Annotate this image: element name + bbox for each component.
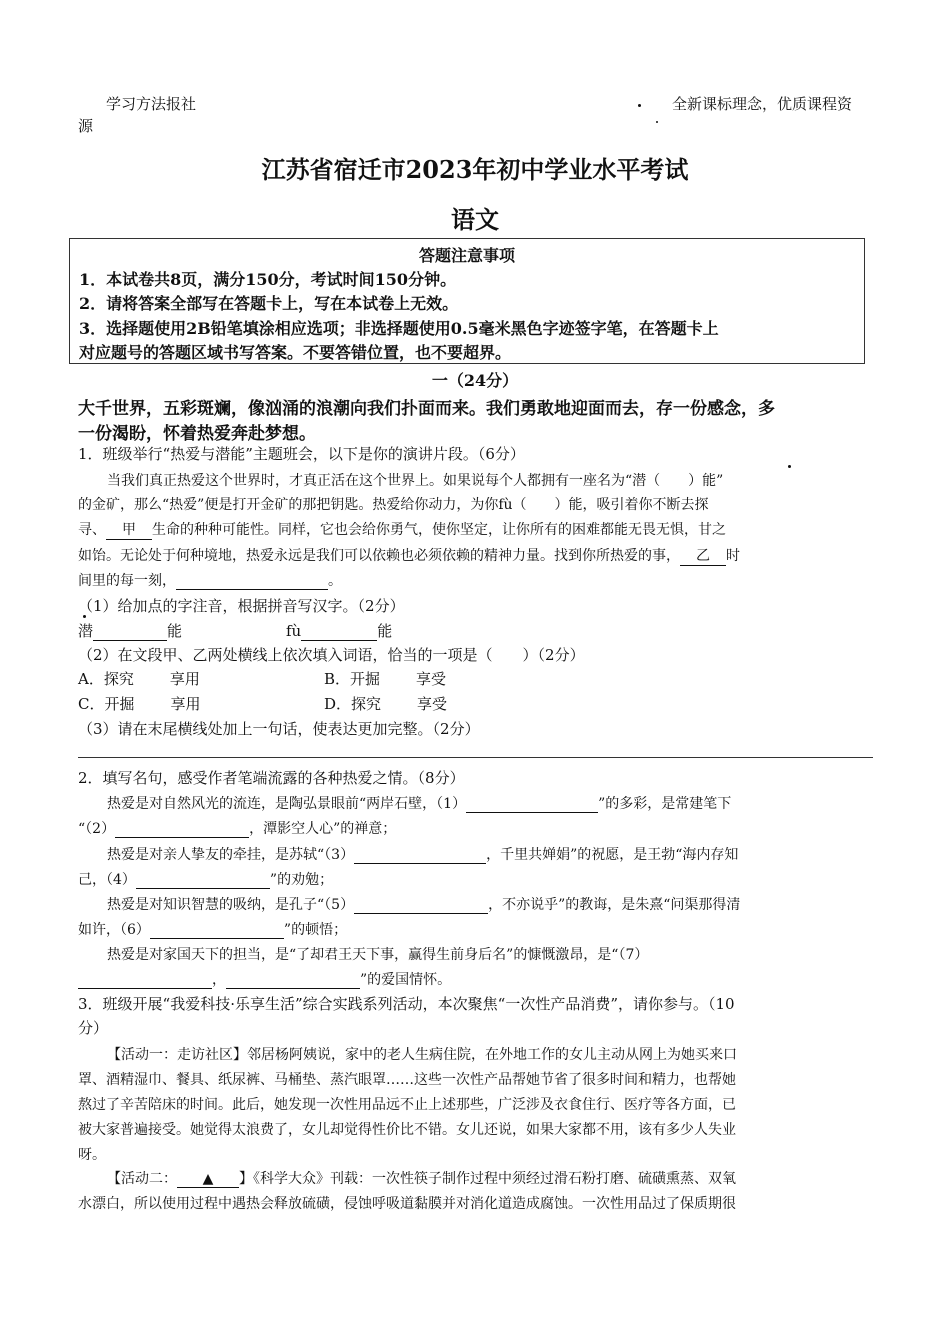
exam-title: 江苏省宿迁市2023年初中学业水平考试 (261, 155, 689, 184)
q1-para-line5-text: 间里的每一刻， (78, 573, 176, 589)
q2-line7: 热爱是对家国天下的担当，是“了却君王天下事，赢得生前身后名”的慷慨激昂，是“（7） (107, 947, 649, 963)
q2-line6-b: ”的顿悟； (283, 922, 348, 938)
q3-act2-line2: 水漂白，所以使用过程中遇热会释放硫磺，侵蚀呼吸道黏膜并对消化道造成腐蚀。一次性用品过了保质期很 (78, 1196, 736, 1212)
q1-para-line4 (78, 545, 740, 566)
q1-para-line5-end: 。 (328, 573, 342, 589)
q2-line6-a: 如许，（6） (78, 922, 150, 938)
option-d-word2: 享受 (417, 695, 448, 713)
q2-line4-a: 己，（4） (78, 872, 136, 888)
option-b-word2: 享受 (416, 670, 447, 688)
q2-line1-a: 热爱是对自然风光的流连，是陶弘景眼前“两岸石壁，（1） (107, 796, 467, 812)
q1-para-line5 (78, 570, 342, 590)
exam-subject: 语文 (451, 205, 499, 234)
q2-line2 (78, 818, 396, 838)
q3-act1-line4: 被大家普遍接受。她觉得太浪费了，女儿却觉得性价比不错。女儿还说，如果大家都不用，该有多少人失业 (78, 1122, 736, 1138)
q2-stem: 2．填写名句，感受作者笔端流露的各种热爱之情。（8分） (78, 769, 465, 787)
q1-sub1-b-pre: fù (286, 622, 302, 640)
q1-sub1-a[interactable] (78, 620, 182, 641)
q2-line8-end: ”的爱国情怀。 (360, 972, 452, 988)
q3-act2-pre: 【活动二： (107, 1171, 177, 1187)
emphasis-dot-qian (788, 465, 791, 468)
q2-line8-sep: ， (212, 972, 226, 988)
q2-line3-a: 热爱是对亲人挚友的牵挂，是苏轼“（3） (107, 847, 355, 863)
option-b[interactable] (324, 668, 446, 689)
q2-line3 (107, 844, 738, 864)
q2-line8 (78, 969, 451, 989)
header-left: 学习方法报社 (106, 95, 197, 113)
q1-para-line1: 当我们真正热爱这个世界时，才真正活在这个世界上。如果说每个人都拥有一座名为“潜（ ）能” (107, 473, 724, 489)
q1-para-line3-start: 寻、 (78, 522, 106, 538)
section-intro-1: 大千世界，五彩斑斓，像汹涌的浪潮向我们扑面而来。我们勇敢地迎面而去，存一份感念，多 (78, 399, 775, 419)
q2-line5-b: ，不亦说乎”的教诲，是朱熹“问渠那得清 (488, 897, 741, 913)
notice-box (69, 238, 865, 364)
q1-sub1-b-post: 能 (377, 622, 393, 640)
option-d[interactable] (324, 693, 447, 714)
option-d-label: D．探究 (324, 695, 382, 713)
answer-line[interactable] (78, 757, 873, 758)
notice-item-3: 3．选择题使用2B铅笔填涂相应选项；非选择题使用0.5毫米黑色字迹签字笔，在答题卡上 (79, 319, 719, 338)
q3-act1-line5: 呀。 (78, 1147, 106, 1163)
notice-item-1: 1．本试卷共8页，满分150分，考试时间150分钟。 (79, 270, 457, 289)
option-c-word2: 享用 (170, 695, 201, 713)
option-a-label: A．探究 (78, 670, 134, 688)
q1-para-line4-text: 如饴。无论处于何种境地，热爱永远是我们可以依赖也必须依赖的精神力量。找到你所热爱的事， (78, 548, 680, 564)
q2-line3-b: ，千里共婵娟”的祝愿，是王勃“海内存知 (486, 847, 739, 863)
q1-sub3: （3）请在末尾横线处加上一句话，使表达更加完整。（2分） (78, 720, 480, 738)
q1-sub1: （1）给加点的字注音，根据拼音写汉字。（2分） (78, 597, 405, 615)
header-left-wrap: 源 (78, 117, 94, 135)
q3-act2-post: 】《科学大众》刊载：一次性筷子制作过程中须经过滑石粉打磨、硫磺熏蒸、双氧 (239, 1171, 736, 1187)
q3-act1-line1: 【活动一：走访社区】邻居杨阿姨说，家中的老人生病住院，在外地工作的女儿主动从网上为她买来口 (107, 1047, 737, 1063)
emphasis-dot-sub1 (83, 615, 86, 618)
q1-para-line3-end: 生命的种种可能性。同样，它也会给你勇气，使你坚定，让你所有的困难都能无畏无惧，甘之 (152, 522, 726, 538)
header-dot-2 (656, 121, 658, 123)
blank-jia: 甲 (106, 519, 152, 540)
q2-line2-b: ，潭影空人心”的禅意； (249, 821, 397, 837)
notice-title: 答题注意事项 (418, 246, 515, 265)
q1-sub1-b[interactable] (286, 620, 392, 641)
option-c[interactable] (78, 693, 201, 714)
section-intro-2: 一份渴盼，怀着热爱奔赴梦想。 (78, 424, 316, 444)
q2-line4-b: ”的劝勉； (269, 872, 334, 888)
section-heading: 一（24分） (431, 371, 519, 390)
q2-line4 (78, 869, 333, 889)
blank-activity2: ▲ (177, 1171, 239, 1188)
blank-yi: 乙 (680, 545, 726, 566)
option-a[interactable] (78, 668, 200, 689)
q2-line2-a: “（2） (78, 821, 116, 837)
q3-act2-line1 (107, 1168, 736, 1188)
q2-line5 (107, 894, 740, 914)
q1-sub1-a-post: 能 (167, 622, 183, 640)
q1-sub2: （2）在文段甲、乙两处横线上依次填入词语，恰当的一项是（ ）（2分） (78, 646, 585, 664)
q2-line6 (78, 919, 347, 939)
notice-item-2: 2．请将答案全部写在答题卡上，写在本试卷上无效。 (79, 294, 459, 313)
option-a-word2: 享用 (169, 670, 200, 688)
q1-stem: 1．班级举行“热爱与潜能”主题班会，以下是你的演讲片段。（6分） (78, 445, 525, 463)
notice-item-3-cont: 对应题号的答题区域书写答案。不要答错位置，也不要超界。 (79, 343, 512, 362)
q3-stem-1: 3．班级开展“我爱科技·乐享生活”综合实践系列活动，本次聚焦“一次性产品消费”，请你参与。（10 (78, 995, 735, 1013)
q3-stem-2: 分） (78, 1019, 109, 1037)
q2-line1-b: ”的多彩，是常建笔下 (598, 796, 732, 812)
q1-sub1-a-pre: 潜 (78, 622, 94, 640)
q2-line5-a: 热爱是对知识智慧的吸纳，是孔子“（5） (107, 897, 355, 913)
q1-para-line3 (78, 519, 726, 540)
header-right: 全新课标理念，优质课程资 (672, 95, 853, 113)
q1-para-line4-end: 时 (726, 548, 740, 564)
q3-act1-line3: 熬过了辛苦陪床的时间。此后，她发现一次性用品远不止上述那些，广泛涉及衣食住行、医疗等各方面，已 (78, 1097, 736, 1113)
q2-line1 (107, 793, 731, 813)
option-b-label: B．开掘 (324, 670, 381, 688)
option-c-label: C．开掘 (78, 695, 135, 713)
q1-para-line2: 的金矿，那么“热爱”便是打开金矿的那把钥匙。热爱给你动力，为你fù（ ）能，吸引着你不断去探 (78, 497, 709, 513)
q3-act1-line2: 罩、酒精湿巾、餐具、纸尿裤、马桶垫、蒸汽眼罩……这些一次性产品帮她节省了很多时间和精力，也帮她 (78, 1072, 736, 1088)
header-dot (638, 104, 641, 107)
